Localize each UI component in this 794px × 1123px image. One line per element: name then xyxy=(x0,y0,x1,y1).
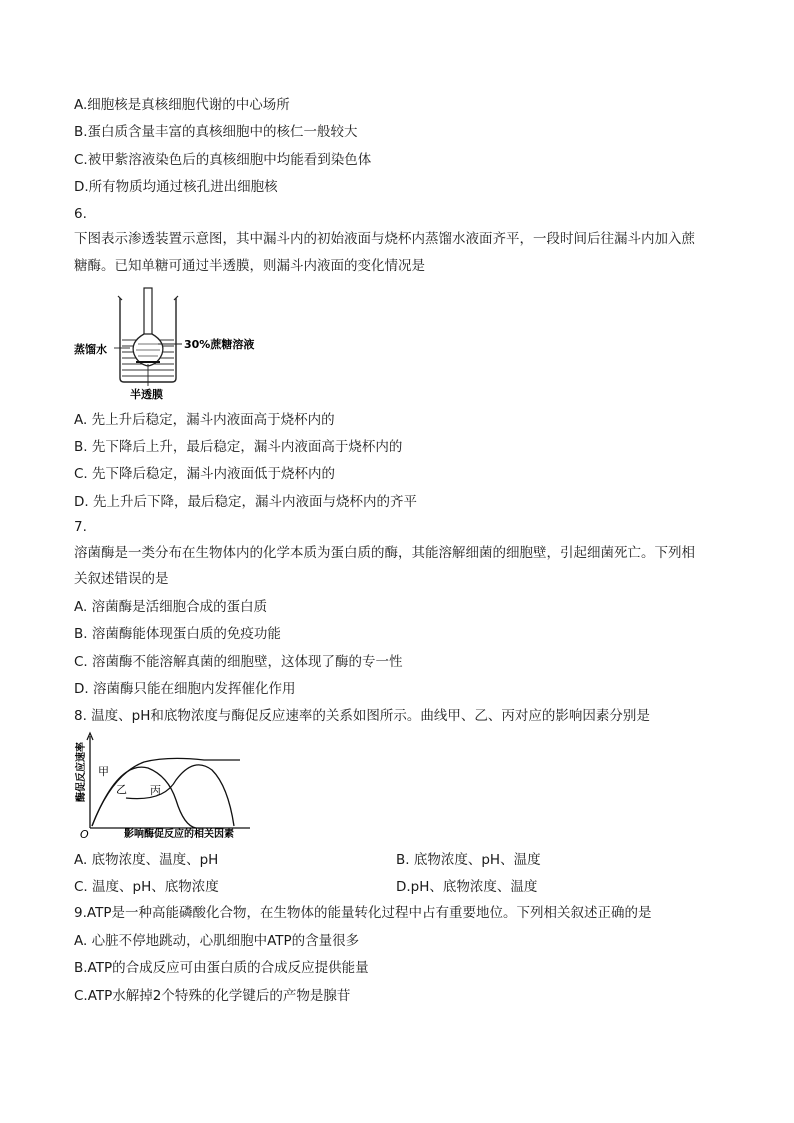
q5-option-a: A.细胞核是真核细胞代谢的中心场所 xyxy=(74,97,290,113)
series-label-yi: 乙 xyxy=(116,783,127,796)
q7-option-d: D. 溶菌酶只能在细胞内发挥催化作用 xyxy=(74,681,296,697)
q6-stem-line2: 糖酶。已知单糖可通过半透膜，则漏斗内液面的变化情况是 xyxy=(74,258,425,274)
q6-option-b: B. 先下降后上升，最后稳定，漏斗内液面高于烧杯内的 xyxy=(74,439,403,455)
q6-option-d: D. 先上升后下降，最后稳定，漏斗内液面与烧杯内的齐平 xyxy=(74,494,417,510)
q8-option-c: C. 温度、pH、底物浓度 xyxy=(74,879,219,895)
enzyme-rate-chart xyxy=(72,730,272,842)
x-axis-label: 影响酶促反应的相关因素 xyxy=(124,829,234,840)
q6-option-c: C. 先下降后稳定，漏斗内液面低于烧杯内的 xyxy=(74,466,336,482)
osmosis-apparatus-figure xyxy=(72,286,282,404)
label-semipermeable-membrane: 半透膜 xyxy=(130,388,163,401)
q9-option-b: B.ATP的合成反应可由蛋白质的合成反应提供能量 xyxy=(74,960,369,976)
q7-option-c: C. 溶菌酶不能溶解真菌的细胞壁，这体现了酶的专一性 xyxy=(74,654,403,670)
q7-stem-line1: 溶菌酶是一类分布在生物体内的化学本质为蛋白质的酶，其能溶解细菌的细胞壁，引起细菌死亡。下列相 xyxy=(74,545,695,561)
label-distilled-water: 蒸馏水 xyxy=(74,343,107,356)
q9-option-c: C.ATP水解掉2个特殊的化学键后的产物是腺苷 xyxy=(74,988,351,1004)
q7-option-b: B. 溶菌酶能体现蛋白质的免疫功能 xyxy=(74,626,281,642)
q5-option-b: B.蛋白质含量丰富的真核细胞中的核仁一般较大 xyxy=(74,124,358,140)
q9-stem: 9.ATP是一种高能磷酸化合物，在生物体的能量转化过程中占有重要地位。下列相关叙述正确的是 xyxy=(74,905,652,921)
series-label-jia: 甲 xyxy=(98,765,109,778)
series-bing-curve xyxy=(126,765,234,826)
series-label-bing: 丙 xyxy=(150,784,161,797)
y-axis-label xyxy=(74,742,87,802)
q6-number: 6. xyxy=(74,206,87,222)
q6-option-a: A. 先上升后稳定，漏斗内液面高于烧杯内的 xyxy=(74,412,335,428)
q7-stem-line2: 关叙述错误的是 xyxy=(74,571,169,587)
q7-number: 7. xyxy=(74,519,87,535)
q5-option-c: C.被甲紫溶液染色后的真核细胞中均能看到染色体 xyxy=(74,152,372,168)
q8-stem: 8. 温度、pH和底物浓度与酶促反应速率的关系如图所示。曲线甲、乙、丙对应的影响因素分别是 xyxy=(74,708,650,724)
label-sucrose-solution: 30%蔗糖溶液 xyxy=(184,338,255,351)
q5-option-d: D.所有物质均通过核孔进出细胞核 xyxy=(74,179,278,195)
origin-label: O xyxy=(80,828,89,841)
series-jia-curve xyxy=(92,758,240,826)
funnel-tube xyxy=(144,288,152,336)
q8-option-a: A. 底物浓度、温度、pH xyxy=(74,852,219,868)
q7-option-a: A. 溶菌酶是活细胞合成的蛋白质 xyxy=(74,599,268,615)
q6-stem-line1: 下图表示渗透装置示意图，其中漏斗内的初始液面与烧杯内蒸馏水液面齐平，一段时间后往漏斗内加入蔗 xyxy=(74,231,695,247)
y-axis-label-text: 酶促反应速率 xyxy=(76,742,87,802)
q8-option-d: D.pH、底物浓度、温度 xyxy=(396,879,538,895)
q9-option-a: A. 心脏不停地跳动，心肌细胞中ATP的含量很多 xyxy=(74,933,360,949)
q8-option-b: B. 底物浓度、pH、温度 xyxy=(396,852,541,868)
